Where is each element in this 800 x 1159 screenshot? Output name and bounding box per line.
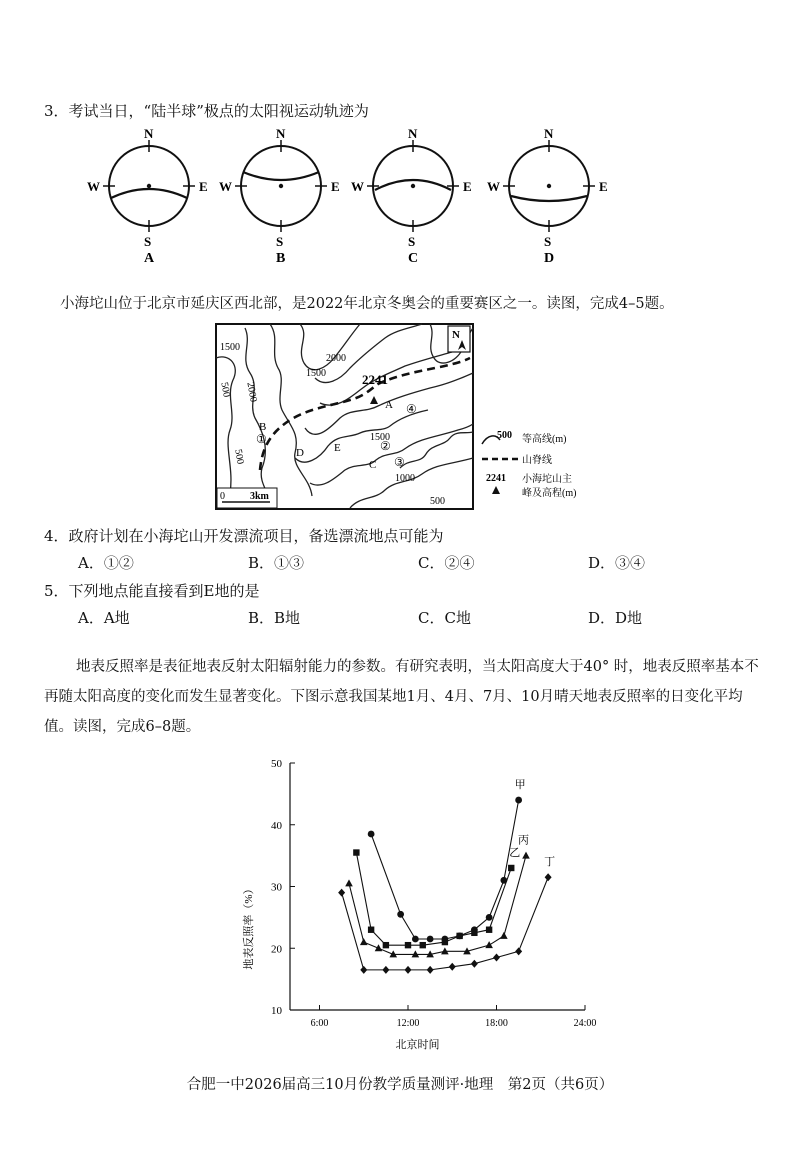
sun-path-figure-b xyxy=(219,126,340,262)
label-s: S xyxy=(408,234,416,249)
q5-option-d[interactable]: D．D地 xyxy=(588,609,643,627)
point-diamond xyxy=(405,966,412,974)
sun-path-figure-a xyxy=(87,126,208,262)
x-tick-label: 24:00 xyxy=(573,1018,597,1029)
topographic-map xyxy=(200,318,600,513)
q3-stem: 3．考试当日，“陆半球”极点的太阳视运动轨迹为 xyxy=(44,102,369,120)
x-tick-label: 12:00 xyxy=(396,1018,420,1029)
q4-option-c[interactable]: C．②④ xyxy=(418,554,475,572)
sun-path-figure-c xyxy=(351,126,472,262)
label-e: E xyxy=(199,179,208,194)
series-line-circle xyxy=(371,800,519,939)
pole-dot xyxy=(547,184,551,188)
pole-dot xyxy=(411,184,415,188)
point-triangle xyxy=(345,879,353,886)
label-n: N xyxy=(408,126,418,141)
q3-figure xyxy=(80,122,640,262)
scale-end: 3km xyxy=(250,491,269,502)
label-e: E xyxy=(463,179,472,194)
site-3: ③ xyxy=(394,455,405,469)
q5-stem: 5．下列地点能直接看到E地的是 xyxy=(44,582,260,600)
point-circle xyxy=(515,797,522,804)
label-w: W xyxy=(87,179,100,194)
series-label: 乙 xyxy=(509,846,521,859)
y-tick-label: 40 xyxy=(271,819,282,832)
point-triangle xyxy=(485,941,493,948)
label-s: S xyxy=(276,234,284,249)
label-e: E xyxy=(599,179,608,194)
point-a: A xyxy=(385,399,393,411)
point-square xyxy=(471,930,477,936)
point-e: E xyxy=(334,442,341,454)
point-b: B xyxy=(259,421,267,433)
label-w: W xyxy=(487,179,500,194)
label-s: S xyxy=(544,234,552,249)
x-tick-label: 18:00 xyxy=(485,1018,508,1029)
contour-label: 500 xyxy=(430,496,445,507)
site-4: ④ xyxy=(406,402,417,416)
option-letter: B xyxy=(276,251,286,262)
x-tick-label: 6:00 xyxy=(310,1018,329,1029)
contour-label: 1500 xyxy=(220,342,240,353)
sun-path xyxy=(511,196,587,201)
page-footer: 合肥一中2026届高三10月份教学质量测评·地理 第2页（共6页） xyxy=(186,1077,614,1093)
contour-label: 2000 xyxy=(244,381,259,403)
point-triangle xyxy=(360,938,368,945)
point-circle xyxy=(427,936,434,943)
series-label: 丁 xyxy=(544,856,556,869)
option-letter: C xyxy=(408,251,419,262)
point-diamond xyxy=(471,960,478,968)
y-tick-label: 10 xyxy=(271,1005,282,1017)
point-diamond xyxy=(338,889,345,897)
site-2: ② xyxy=(380,439,391,453)
legend-peak-label-1: 小海坨山主 xyxy=(522,474,572,485)
label-w: W xyxy=(219,179,232,194)
contour-label: 1500 xyxy=(306,368,326,379)
series-label: 丙 xyxy=(518,834,529,847)
series-label: 甲 xyxy=(514,779,526,792)
point-diamond xyxy=(515,947,522,955)
legend-ridge-label: 山脊线 xyxy=(522,455,552,466)
label-n: N xyxy=(276,126,286,141)
contour-label: 500 xyxy=(218,381,232,399)
pole-dot xyxy=(147,184,151,188)
point-c: C xyxy=(369,459,377,471)
point-diamond xyxy=(449,963,456,971)
sun-path xyxy=(243,172,319,180)
point-circle xyxy=(412,936,419,943)
series-line-triangle xyxy=(349,856,526,955)
passage-1: 小海坨山位于北京市延庆区西北部，是2022年北京冬奥会的重要赛区之一。读图，完成4–5题。 xyxy=(60,296,674,312)
point-diamond xyxy=(360,966,367,974)
q5-option-a[interactable]: A．A地 xyxy=(78,609,130,627)
legend-peak-label-2: 峰及高程(m) xyxy=(522,488,577,499)
contour-label: 1500 xyxy=(370,432,390,443)
legend-contour-sample: 500 xyxy=(497,430,512,441)
y-axis-label: 地表反照率（%） xyxy=(243,883,255,970)
site-1: ① xyxy=(256,432,267,446)
series-line-diamond xyxy=(342,877,549,970)
point-square xyxy=(508,865,514,871)
point-square xyxy=(383,942,389,948)
label-w: W xyxy=(351,179,364,194)
sun-path-figure-d xyxy=(487,126,608,262)
point-diamond xyxy=(427,966,434,974)
point-square xyxy=(353,849,359,855)
q4-option-a[interactable]: A．①② xyxy=(78,554,134,572)
point-d: D xyxy=(296,447,304,459)
point-square xyxy=(442,939,448,945)
point-square xyxy=(420,942,426,948)
legend-contour-label: 等高线(m) xyxy=(522,434,567,445)
passage-2: 地表反照率是表征地表反射太阳辐射能力的参数。有研究表明，当太阳高度大于40° 时，地表反照率基本不再随太阳高度的变化而发生显著变化。下图示意我国某地1月、4月、7月、10月晴天地表反照率的日变化平均值。读图，完成6–8题。 xyxy=(44,659,759,735)
label-s: S xyxy=(144,234,152,249)
legend-peak-sample: 2241 xyxy=(486,473,506,484)
q4-option-b[interactable]: B．①③ xyxy=(248,554,305,572)
sun-path xyxy=(111,189,187,198)
albedo-chart xyxy=(200,748,620,1058)
option-letter: A xyxy=(144,251,155,262)
scale-zero: 0 xyxy=(220,491,225,502)
label-e: E xyxy=(331,179,340,194)
q5-option-c[interactable]: C．C地 xyxy=(418,609,471,627)
label-n: N xyxy=(544,126,554,141)
option-letter: D xyxy=(544,251,555,262)
point-square xyxy=(456,933,462,939)
q4-option-d[interactable]: D．③④ xyxy=(588,554,646,572)
point-triangle xyxy=(522,852,530,859)
peak-value: 2241 xyxy=(362,372,388,387)
point-diamond xyxy=(382,966,389,974)
contour-label: 2000 xyxy=(326,353,346,364)
y-tick-label: 50 xyxy=(271,758,282,770)
north-label: N xyxy=(452,329,460,341)
y-tick-label: 30 xyxy=(271,881,282,894)
contour-label: 500 xyxy=(232,448,246,466)
legend-peak-icon xyxy=(492,486,500,494)
q5-option-b[interactable]: B．B地 xyxy=(248,609,301,627)
y-tick-label: 20 xyxy=(271,943,282,956)
x-axis-label: 北京时间 xyxy=(395,1039,440,1051)
point-diamond xyxy=(545,873,552,881)
point-square xyxy=(368,927,374,933)
point-square xyxy=(486,927,492,933)
point-circle xyxy=(486,914,493,921)
pole-dot xyxy=(279,184,283,188)
contour-label: 1000 xyxy=(395,473,415,484)
point-triangle xyxy=(375,944,383,951)
label-n: N xyxy=(144,126,154,141)
q4-stem: 4．政府计划在小海坨山开发漂流项目，备选漂流地点可能为 xyxy=(44,527,444,545)
point-circle xyxy=(368,831,375,838)
point-diamond xyxy=(493,954,500,962)
point-triangle xyxy=(500,932,508,939)
point-circle xyxy=(397,911,404,918)
point-square xyxy=(405,942,411,948)
